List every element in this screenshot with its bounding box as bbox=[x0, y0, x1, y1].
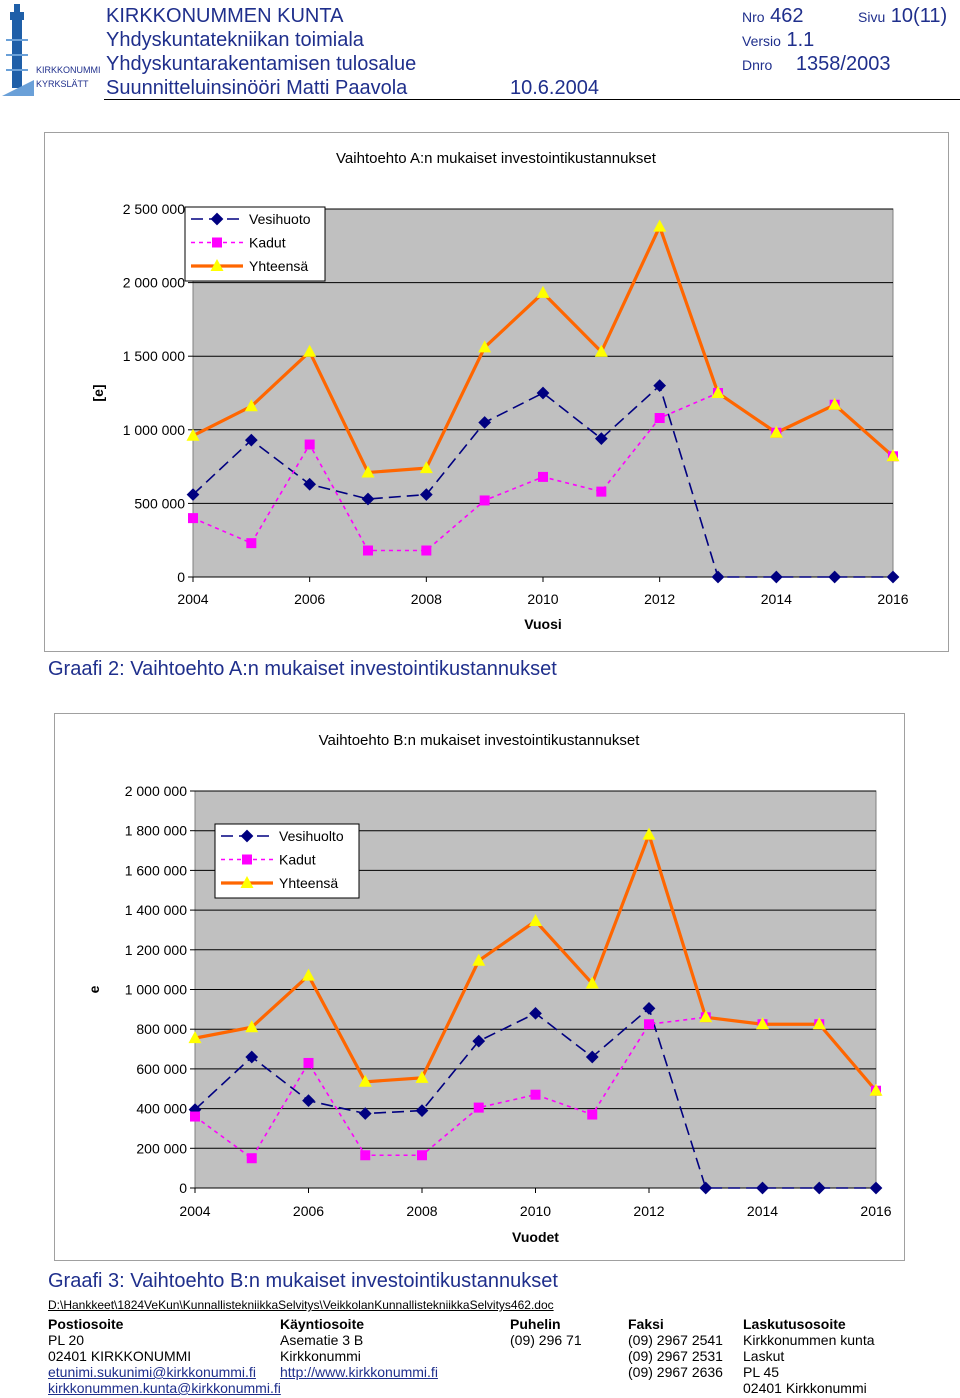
data-point bbox=[417, 1150, 427, 1160]
versio-value: 1.1 bbox=[786, 29, 815, 51]
faksi-head: Faksi bbox=[628, 1316, 664, 1332]
sivu-label: Sivu bbox=[858, 9, 886, 25]
puhelin-line1: (09) 296 71 bbox=[510, 1332, 582, 1348]
data-point bbox=[305, 440, 315, 450]
kayntiosoite-head: Käyntiosoite bbox=[280, 1316, 365, 1332]
logo-text-fi: KIRKKONUMMI bbox=[36, 65, 101, 75]
x-tick-label: 2004 bbox=[177, 591, 209, 607]
x-tick-label: 2010 bbox=[519, 1203, 552, 1219]
x-tick-label: 2016 bbox=[877, 591, 909, 607]
data-point bbox=[363, 546, 373, 556]
data-point bbox=[531, 1090, 541, 1100]
legend-label: Kadut bbox=[279, 851, 316, 868]
y-tick-label: 1 000 000 bbox=[124, 981, 187, 998]
data-point bbox=[644, 1019, 654, 1029]
y-tick-label: 1 400 000 bbox=[124, 902, 187, 919]
postiosoite-line2: 02401 KIRKKONUMMI bbox=[48, 1348, 192, 1364]
chart-b-frame bbox=[54, 713, 905, 1261]
legend-label: Yhteensä bbox=[249, 258, 309, 274]
graph2-caption: Graafi 2: Vaihtoehto A:n mukaiset investointikustannukset bbox=[48, 658, 557, 680]
y-tick-label: 1 600 000 bbox=[124, 862, 187, 879]
y-tick-label: 1 000 000 bbox=[122, 421, 185, 438]
chart-b bbox=[55, 714, 904, 1260]
department: Yhdyskuntatekniikan toimiala bbox=[106, 29, 364, 51]
y-axis-label: e bbox=[86, 985, 102, 994]
x-tick-label: 2014 bbox=[746, 1203, 779, 1219]
graph3-caption: Graafi 3: Vaihtoehto B:n mukaiset investointikustannukset bbox=[48, 1270, 558, 1292]
x-tick-label: 2006 bbox=[292, 1203, 325, 1219]
y-tick-label: 2 000 000 bbox=[122, 274, 185, 291]
x-axis-label: Vuosi bbox=[524, 616, 562, 632]
org-name: KIRKKONUMMEN KUNTA bbox=[106, 5, 344, 27]
data-point bbox=[188, 513, 198, 523]
chart-a-frame bbox=[44, 132, 949, 652]
y-tick-label: 1 500 000 bbox=[122, 348, 185, 365]
nro-label: Nro bbox=[742, 9, 765, 25]
x-tick-label: 2012 bbox=[644, 591, 676, 607]
kirkkonummi-logo bbox=[0, 0, 104, 100]
legend-label: Kadut bbox=[249, 234, 286, 251]
chart-a bbox=[45, 133, 948, 651]
x-tick-label: 2010 bbox=[527, 591, 559, 607]
email-link[interactable]: etunimi.sukunimi@kirkkonummi.fi bbox=[48, 1364, 256, 1380]
faksi-line1: (09) 2967 2541 bbox=[628, 1332, 723, 1348]
website-link[interactable]: http://www.kirkkonummi.fi bbox=[280, 1364, 438, 1380]
data-point bbox=[246, 538, 256, 548]
x-tick-label: 2006 bbox=[294, 591, 326, 607]
y-tick-label: 2 000 000 bbox=[124, 783, 187, 799]
chart-title: Vaihtoehto A:n mukaiset investointikustannukset bbox=[336, 150, 656, 167]
laskutus-line1: Kirkkonummen kunta bbox=[743, 1332, 875, 1348]
postiosoite-line1: PL 20 bbox=[48, 1332, 85, 1348]
kayntiosoite-line2: Kirkkonummi bbox=[280, 1348, 361, 1364]
x-tick-label: 2016 bbox=[860, 1203, 892, 1219]
y-tick-label: 800 000 bbox=[136, 1021, 187, 1038]
y-tick-label: 0 bbox=[177, 569, 185, 585]
laskutus-line2: Laskut bbox=[743, 1348, 785, 1364]
y-tick-label: 400 000 bbox=[136, 1100, 187, 1117]
data-point bbox=[304, 1058, 314, 1068]
legend bbox=[215, 824, 359, 898]
y-tick-label: 2 500 000 bbox=[122, 201, 185, 217]
dnro-value: 1358/2003 bbox=[795, 53, 891, 75]
data-point bbox=[538, 472, 548, 482]
kayntiosoite-line1: Asematie 3 B bbox=[280, 1332, 364, 1348]
sivu-value: 10(11) bbox=[890, 5, 948, 27]
legend-label: Yhteensä bbox=[279, 875, 339, 891]
versio-label: Versio bbox=[742, 33, 781, 49]
x-tick-label: 2014 bbox=[760, 591, 792, 607]
legend-marker bbox=[242, 855, 252, 865]
x-axis-label: Vuodet bbox=[512, 1229, 559, 1245]
laskutus-line4: 02401 Kirkkonummi bbox=[743, 1380, 867, 1396]
unit: Yhdyskuntarakentamisen tulosalue bbox=[106, 53, 417, 75]
y-tick-label: 1 200 000 bbox=[124, 941, 187, 958]
data-point bbox=[480, 495, 490, 505]
data-point bbox=[596, 487, 606, 497]
y-tick-label: 0 bbox=[179, 1180, 187, 1196]
legend-label: Vesihuolto bbox=[279, 828, 344, 844]
legend-label: Vesihuoto bbox=[249, 211, 311, 227]
data-point bbox=[587, 1110, 597, 1120]
data-point bbox=[247, 1153, 257, 1163]
data-point bbox=[360, 1150, 370, 1160]
x-tick-label: 2012 bbox=[633, 1203, 665, 1219]
y-tick-label: 1 800 000 bbox=[124, 822, 187, 839]
kunta-email-link[interactable]: kirkkonummen.kunta@kirkkonummi.fi bbox=[48, 1380, 281, 1396]
nro-value: 462 bbox=[770, 5, 804, 27]
x-tick-label: 2008 bbox=[410, 591, 442, 607]
dnro-label: Dnro bbox=[742, 57, 773, 73]
y-tick-label: 200 000 bbox=[136, 1140, 187, 1157]
y-tick-label: 600 000 bbox=[136, 1060, 187, 1077]
document-header bbox=[0, 0, 960, 100]
data-point bbox=[655, 413, 665, 423]
faksi-line2: (09) 2967 2531 bbox=[628, 1348, 723, 1364]
legend bbox=[185, 207, 325, 281]
x-tick-label: 2008 bbox=[406, 1203, 438, 1219]
logo-text-sv: KYRKSLÄTT bbox=[36, 79, 89, 89]
header-divider bbox=[104, 99, 960, 100]
doc-date: 10.6.2004 bbox=[510, 77, 599, 99]
document-path: D:\Hankkeet\1824VeKun\KunnallistekniikkaSelvitys\VeikkolanKunnallistekniikkaSelvitys462.doc bbox=[48, 1298, 554, 1312]
faksi-line3: (09) 2967 2636 bbox=[628, 1364, 723, 1380]
data-point bbox=[421, 546, 431, 556]
puhelin-head: Puhelin bbox=[510, 1316, 561, 1332]
data-point bbox=[474, 1103, 484, 1113]
x-tick-label: 2004 bbox=[179, 1203, 211, 1219]
laskutus-head: Laskutusosoite bbox=[743, 1316, 846, 1332]
postiosoite-head: Postiosoite bbox=[48, 1316, 124, 1332]
chart-title: Vaihtoehto B:n mukaiset investointikustannukset bbox=[318, 732, 640, 749]
data-point bbox=[190, 1112, 200, 1122]
laskutus-line3: PL 45 bbox=[743, 1364, 780, 1380]
y-tick-label: 500 000 bbox=[134, 495, 185, 512]
legend-marker bbox=[212, 238, 222, 248]
author: Suunnitteluinsinööri Matti Paavola bbox=[106, 77, 408, 99]
y-axis-label: [e] bbox=[90, 384, 106, 402]
